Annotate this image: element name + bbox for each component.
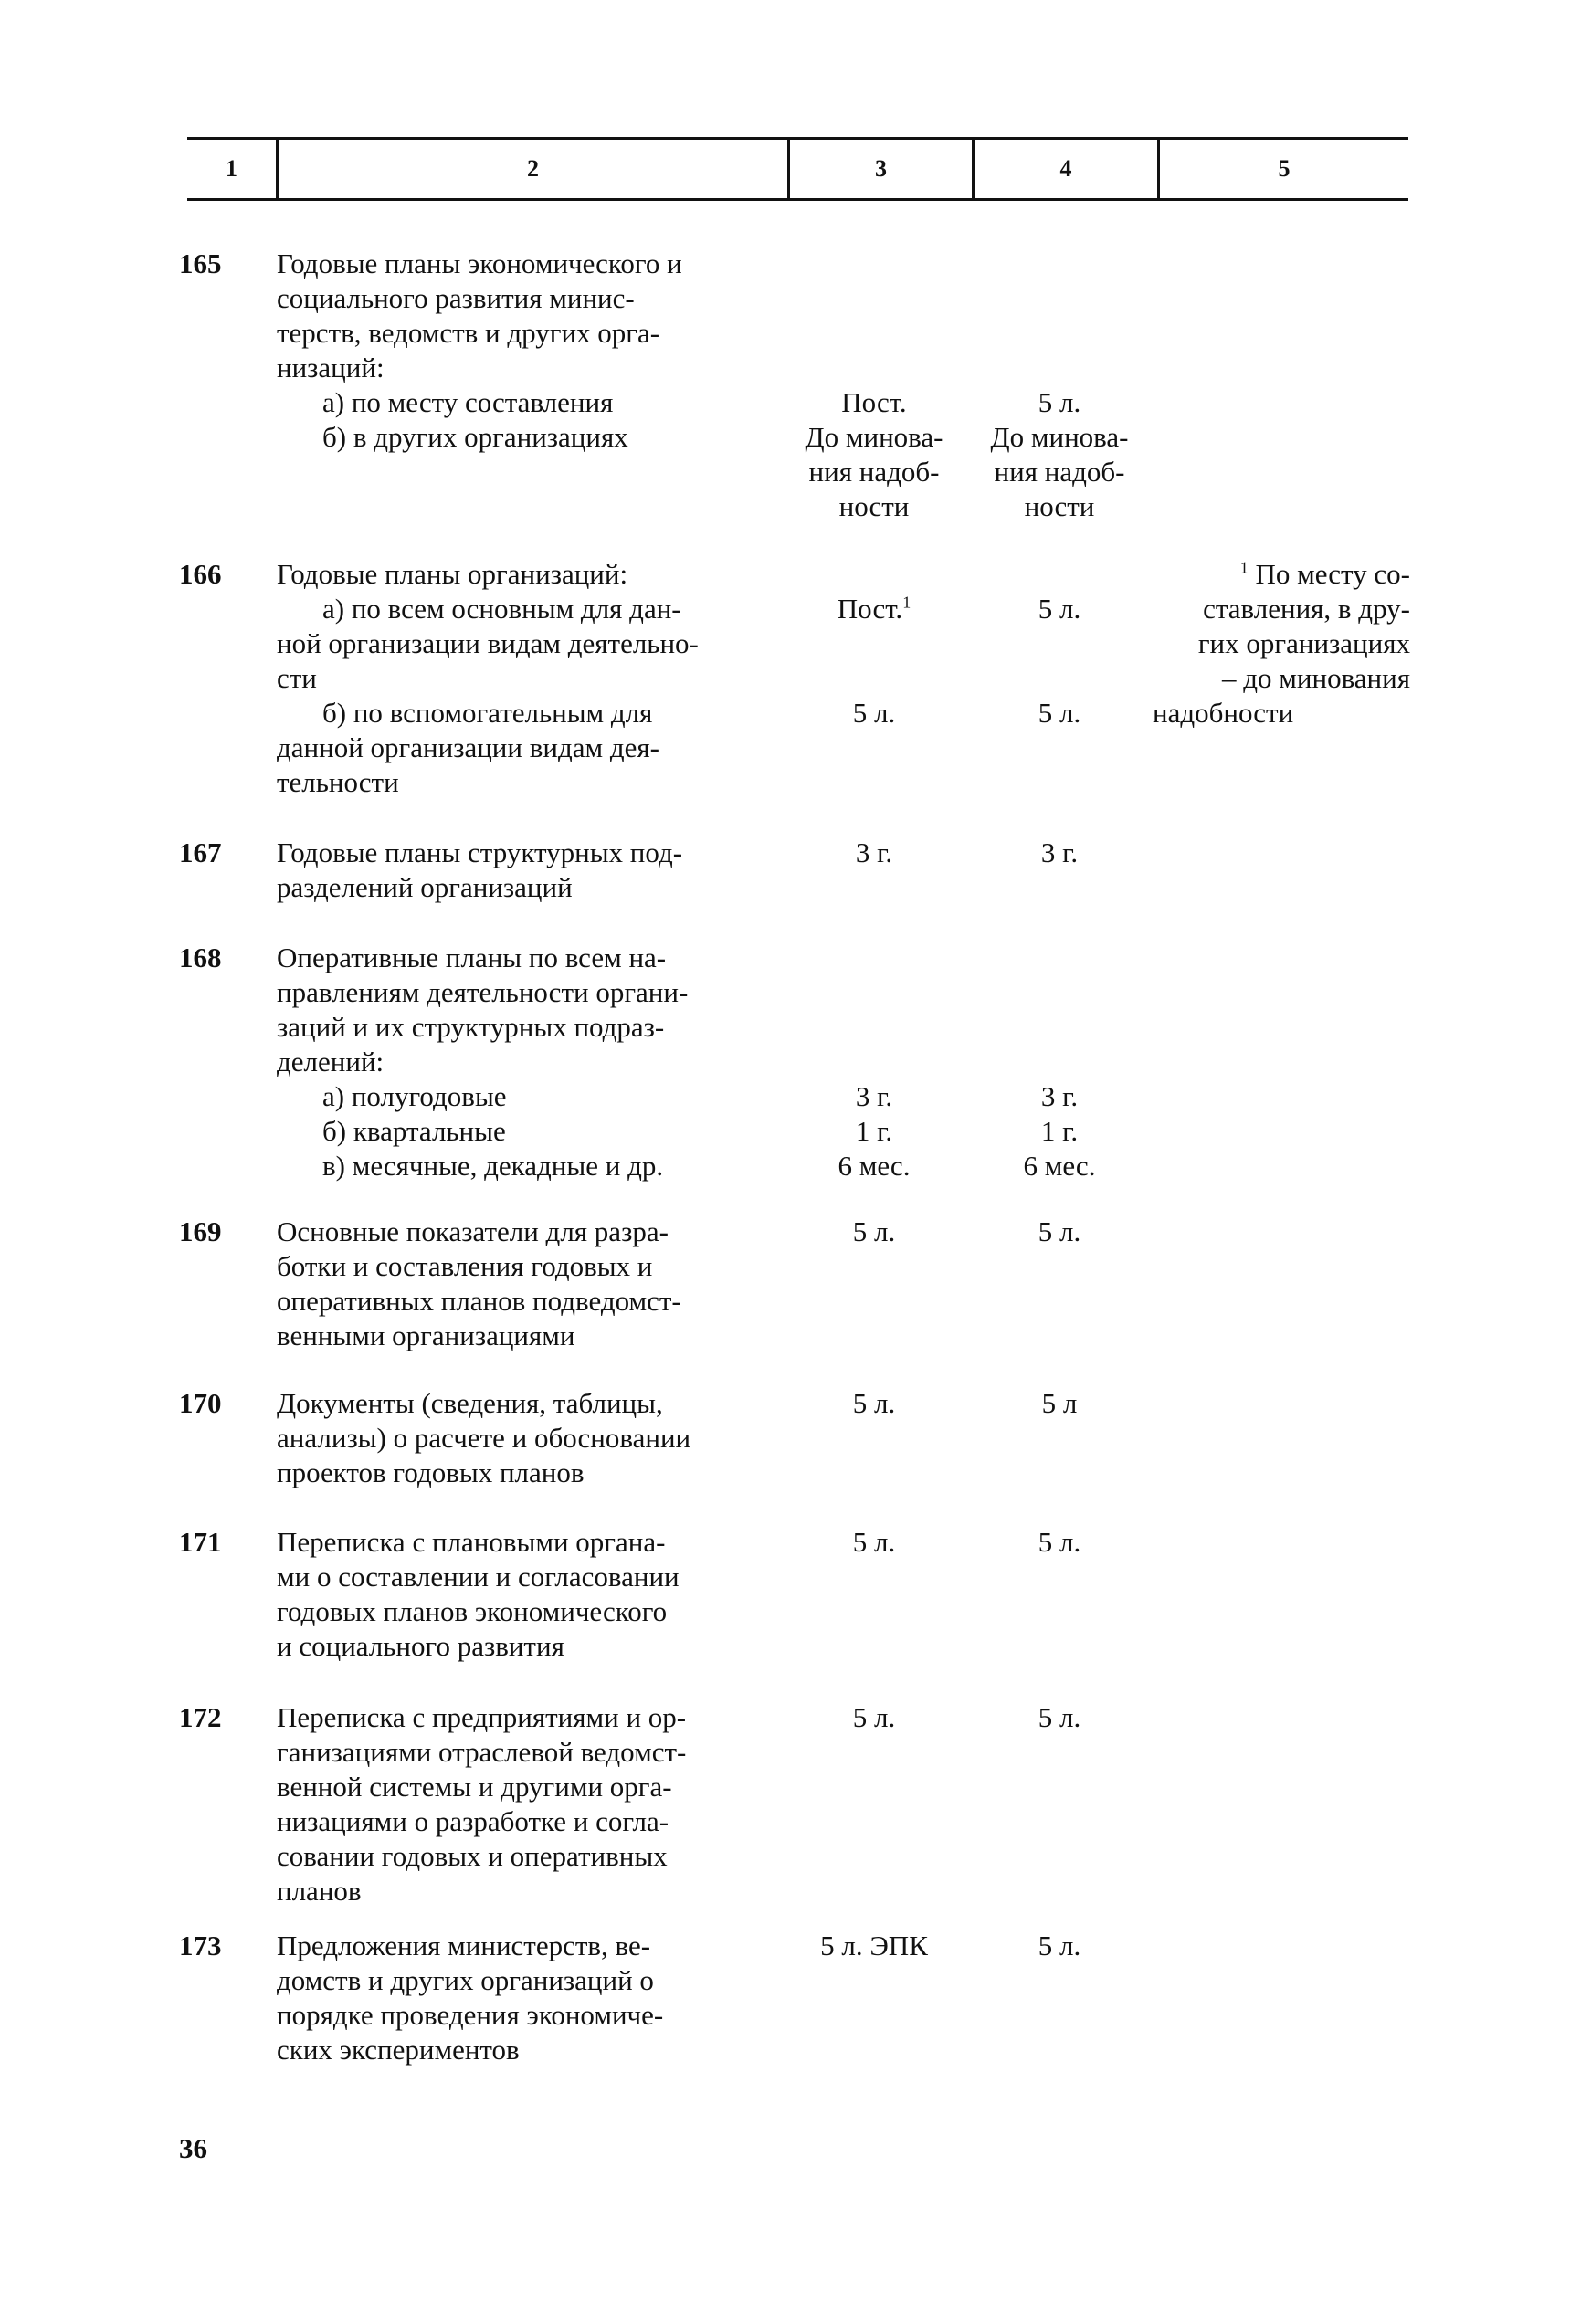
item-number: 165: [179, 247, 222, 279]
retention-period-col4: 5 л.: [1038, 1701, 1081, 1733]
retention-period-col4: 5 л.: [1038, 1526, 1081, 1558]
item-description: Переписка с предприятиями и ор- ганизациями отраслевой ведомст- венной системы и другими орга- низациями о разработке и согла- совании годовых и оперативных планов: [277, 1701, 687, 1907]
item-number: 167: [179, 836, 222, 868]
item-number: 166: [179, 558, 222, 590]
column-header-5: 5: [1157, 140, 1408, 198]
retention-period-col3: Пост. До минова- ния надоб- ности: [805, 386, 943, 522]
retention-period-col4: 5 л: [1041, 1387, 1078, 1419]
item-description: Годовые планы структурных под- разделений организаций: [277, 836, 683, 903]
column-header-4: 4: [972, 140, 1157, 198]
footnote-note: $^1$ По месту со- ставления, в дру- гих организациях – до минования надобности: [1153, 558, 1410, 729]
item-number: 168: [179, 941, 222, 973]
retention-period-col4: 5 л. 5 л.: [1038, 593, 1081, 729]
retention-period-col3: 5 л.: [852, 1526, 896, 1558]
item-number: 171: [179, 1526, 222, 1558]
item-description: Основные показатели для разра- ботки и составления годовых и оперативных планов подведомст- венными организациями: [277, 1215, 681, 1351]
retention-period-col3: 5 л.: [852, 1387, 896, 1419]
retention-period-col3: 3 г.: [855, 836, 893, 868]
retention-period-col4: 3 г.: [1040, 836, 1079, 868]
column-header-3: 3: [787, 140, 972, 198]
column-header-1: 1: [226, 155, 237, 182]
column-header-row: [187, 137, 1408, 201]
retention-period-col3: 5 л.: [852, 1701, 896, 1733]
retention-period-col4: 5 л.: [1038, 1930, 1081, 1961]
item-number: 173: [179, 1930, 222, 1961]
retention-period-col3: Пост.$^1$ 5 л.: [837, 593, 911, 729]
column-header-2: 2: [276, 140, 787, 198]
item-description: Годовые планы экономического и социального развития минис- терств, ведомств и других орга- низаций: а) по месту составления б) в других организациях: [277, 247, 682, 453]
item-number: 169: [179, 1215, 222, 1247]
retention-period-col4: 3 г. 1 г. 6 мес.: [1023, 1080, 1096, 1182]
item-description: Предложения министерств, ве- домств и других организаций о порядке проведения экономиче- ских экспериментов: [277, 1930, 664, 2066]
footnote-marker: 1: [902, 593, 911, 612]
item-number: 170: [179, 1387, 222, 1419]
item-number: 172: [179, 1701, 222, 1733]
item-description: Годовые планы организаций: а) по всем основным для дан- ной организации видам деятельно- сти б) по вспомогательным для данной организации видам дея- тельности: [277, 558, 699, 798]
page-number: 36: [179, 2132, 207, 2164]
retention-period-col3: 5 л. ЭПК: [820, 1930, 928, 1961]
item-description: Переписка с плановыми органа- ми о составлении и согласовании годовых планов экономического и социального развития: [277, 1526, 680, 1662]
retention-period-col4: 5 л. До минова- ния надоб- ности: [990, 386, 1129, 522]
retention-period-col3: 3 г. 1 г. 6 мес.: [838, 1080, 911, 1182]
retention-period-col4: 5 л.: [1038, 1215, 1081, 1247]
item-description: Документы (сведения, таблицы, анализы) о расчете и обосновании проектов годовых планов: [277, 1387, 691, 1488]
retention-period-col3: 5 л.: [852, 1215, 896, 1247]
item-description: Оперативные планы по всем на- правлениям деятельности органи- заций и их структурных подраз- делений: а) полугодовые б) квартальные в) месячные, декадные и др.: [277, 941, 689, 1182]
